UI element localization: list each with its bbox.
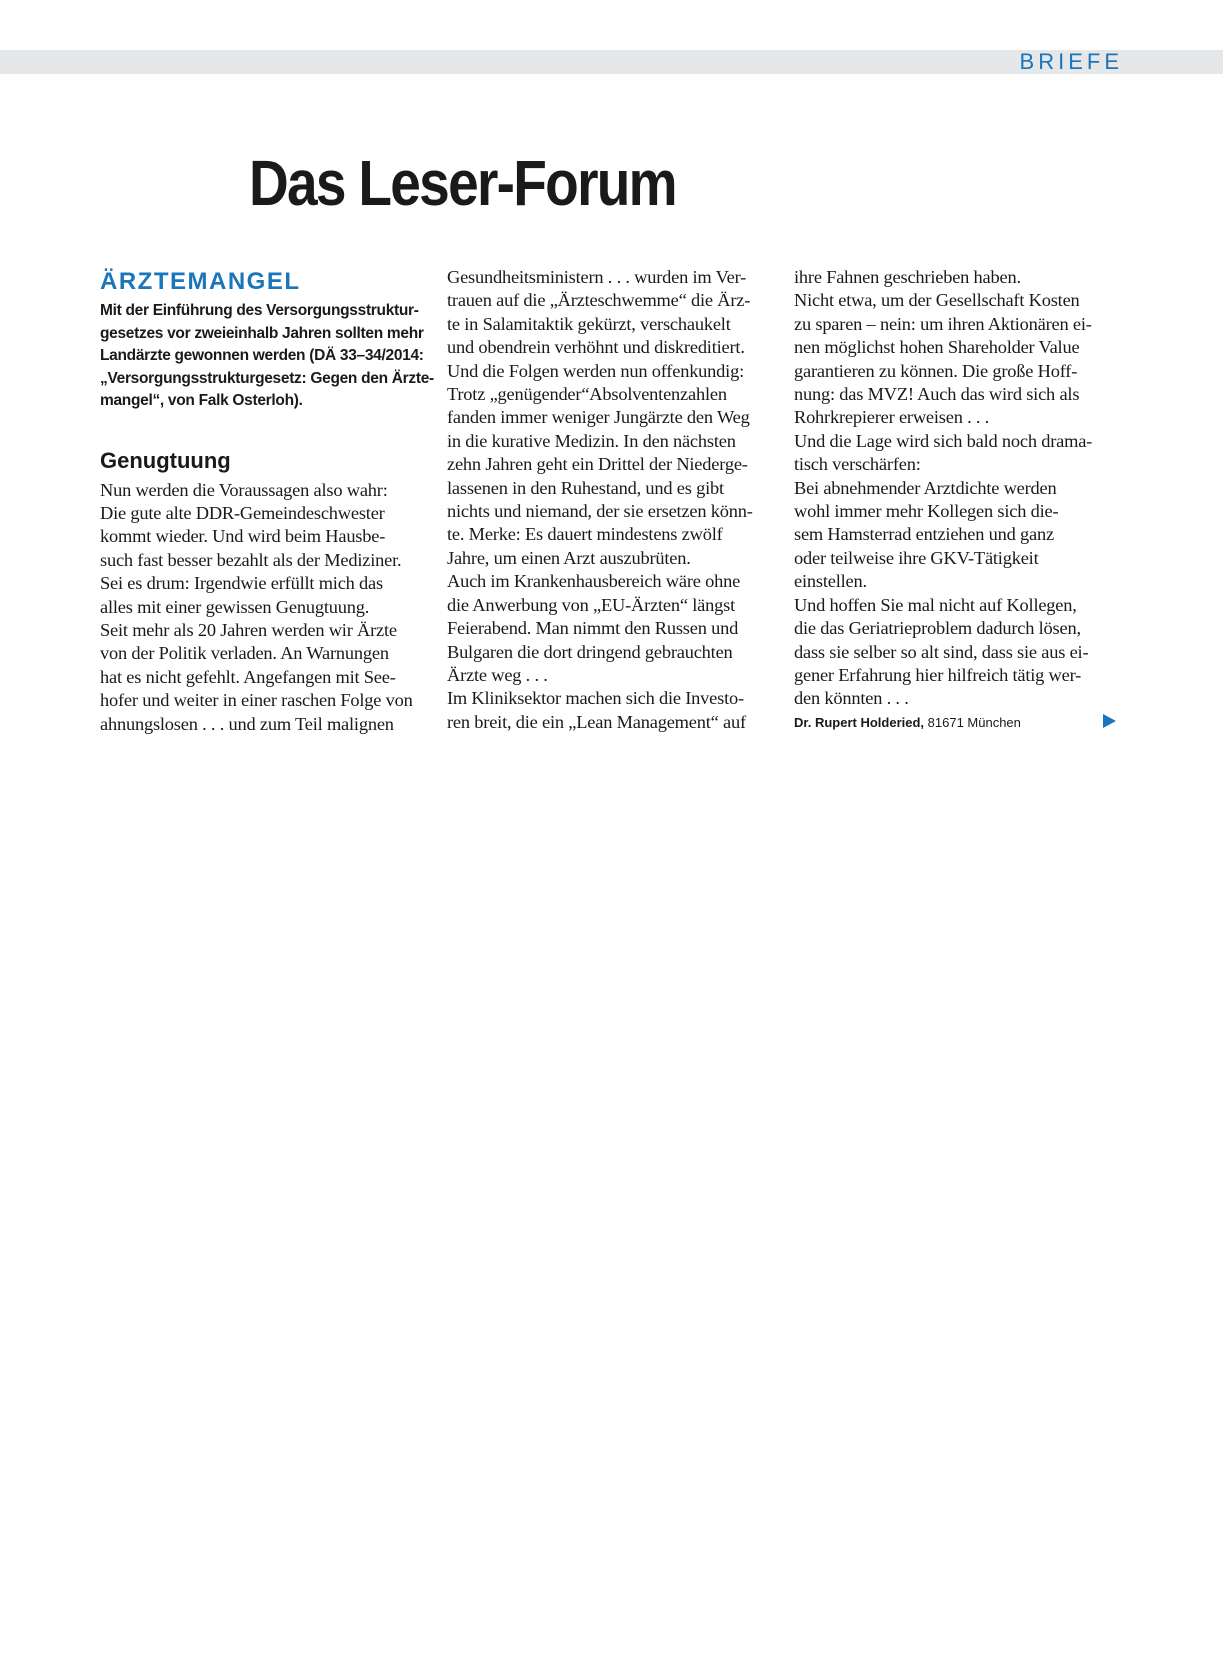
section-tag: BRIEFE xyxy=(1019,49,1123,74)
body-line: tisch verschärfen: xyxy=(794,454,921,475)
body-line: kommt wieder. Und wird beim Hausbe- xyxy=(100,526,386,547)
column-3 xyxy=(794,266,1124,733)
page-title: Das Leser-Forum xyxy=(249,147,676,219)
body-line: Im Kliniksektor machen sich die Investo- xyxy=(447,688,744,709)
body-line: die Anwerbung von „EU-Ärzten“ längst xyxy=(447,594,735,615)
body-line: Und die Folgen werden nun offenkundig: xyxy=(447,360,744,381)
letter-heading: Genugtuung xyxy=(100,447,231,473)
body-line: Sei es drum: Irgendwie erfüllt mich das xyxy=(100,573,383,594)
topic-kicker: ÄRZTEMANGEL xyxy=(100,268,301,295)
body-line: Feierabend. Man nimmt den Russen und xyxy=(447,618,739,639)
body-line: dass sie selber so alt sind, dass sie aus ei- xyxy=(794,641,1089,662)
body-line: nung: das MVZ! Auch das wird sich als xyxy=(794,384,1080,405)
letter-body-column-1 xyxy=(100,479,430,736)
body-line: in die kurative Medizin. In den nächsten xyxy=(447,430,736,451)
body-line: einstellen. xyxy=(794,571,867,592)
teaser-line: mangel“, von Falk Osterloh). xyxy=(100,392,303,409)
teaser-line: gesetzes vor zweieinhalb Jahren sollten mehr xyxy=(100,324,424,342)
body-line: zu sparen – nein: um ihren Aktionären ei- xyxy=(794,313,1092,334)
letter-body-column-2 xyxy=(447,266,777,734)
body-line: lassenen in den Ruhestand, und es gibt xyxy=(447,477,724,498)
body-line: Auch im Krankenhausbereich wäre ohne xyxy=(447,571,741,592)
column-1 xyxy=(100,266,434,736)
continue-arrow-icon xyxy=(1103,714,1116,728)
body-line: oder teilweise ihre GKV-Tätigkeit xyxy=(794,547,1039,568)
body-line: Gesundheitsministern . . . wurden im Ver- xyxy=(447,267,747,287)
body-line: den könnten . . . xyxy=(794,688,909,709)
body-line: Bulgaren die dort dringend gebrauchten xyxy=(447,641,733,662)
body-line: nichts und niemand, der sie ersetzen könn- xyxy=(447,501,753,522)
body-line: te. Merke: Es dauert mindestens zwölf xyxy=(447,524,723,545)
body-line: Und hoffen Sie mal nicht auf Kollegen, xyxy=(794,594,1077,615)
teaser-line: Mit der Einführung des Versorgungsstruktur- xyxy=(100,302,419,319)
teaser-line: „Versorgungsstrukturgesetz: Gegen den Ärzte- xyxy=(100,369,434,387)
topic-teaser xyxy=(100,300,434,413)
body-line: ihre Fahnen geschrieben haben. xyxy=(794,267,1021,287)
body-line: Rohrkrepierer erweisen . . . xyxy=(794,407,990,428)
body-line: such fast besser bezahlt als der Mediziner. xyxy=(100,549,402,570)
body-line: Bei abnehmender Arztdichte werden xyxy=(794,477,1057,498)
author-location: 81671 München xyxy=(924,714,1021,730)
body-line: Trotz „genügender“Absolventenzahlen xyxy=(447,384,727,405)
letter-body-column-3 xyxy=(794,266,1124,711)
body-line: und obendrein verhöhnt und diskreditiert. xyxy=(447,337,745,358)
body-line: gener Erfahrung hier hilfreich tätig wer- xyxy=(794,664,1082,685)
body-line: Und die Lage wird sich bald noch drama- xyxy=(794,430,1093,451)
body-line: Ärzte weg . . . xyxy=(447,664,548,685)
body-line: Nicht etwa, um der Gesellschaft Kosten xyxy=(794,290,1080,311)
body-line: hat es nicht gefehlt. Angefangen mit See- xyxy=(100,666,396,687)
body-line: die das Geriatrieproblem dadurch lösen, xyxy=(794,618,1081,639)
author-name: Dr. Rupert Holderied, xyxy=(794,714,925,730)
body-line: von der Politik verladen. An Warnungen xyxy=(100,643,389,664)
body-line: Nun werden die Voraussagen also wahr: xyxy=(100,479,388,500)
body-line: ren breit, die ein „Lean Management“ auf xyxy=(447,711,746,732)
body-line: Die gute alte DDR-Gemeindeschwester xyxy=(100,502,385,523)
body-line: trauen auf die „Ärzteschwemme“ die Ärz- xyxy=(447,290,751,311)
letter-signature xyxy=(794,713,1124,733)
body-line: garantieren zu können. Die große Hoff- xyxy=(794,360,1078,381)
body-line: fanden immer weniger Jungärzte den Weg xyxy=(447,407,750,428)
teaser-line: Landärzte gewonnen werden (DÄ 33–34/2014: xyxy=(100,347,424,364)
body-line: hofer und weiter in einer raschen Folge von xyxy=(100,690,413,711)
body-line: te in Salamitaktik gekürzt, verschaukelt xyxy=(447,313,731,334)
column-2 xyxy=(447,266,777,734)
body-line: alles mit einer gewissen Genugtuung. xyxy=(100,596,370,617)
body-line: Jahre, um einen Arzt auszubrüten. xyxy=(447,547,691,568)
body-line: ahnungslosen . . . und zum Teil malignen xyxy=(100,713,394,734)
body-line: zehn Jahren geht ein Drittel der Niederge- xyxy=(447,454,748,475)
body-line: wohl immer mehr Kollegen sich die- xyxy=(794,501,1059,522)
body-line: sem Hamsterrad entziehen und ganz xyxy=(794,524,1054,545)
body-line: nen möglichst hohen Shareholder Value xyxy=(794,337,1080,358)
body-line: Seit mehr als 20 Jahren werden wir Ärzte xyxy=(100,619,397,640)
